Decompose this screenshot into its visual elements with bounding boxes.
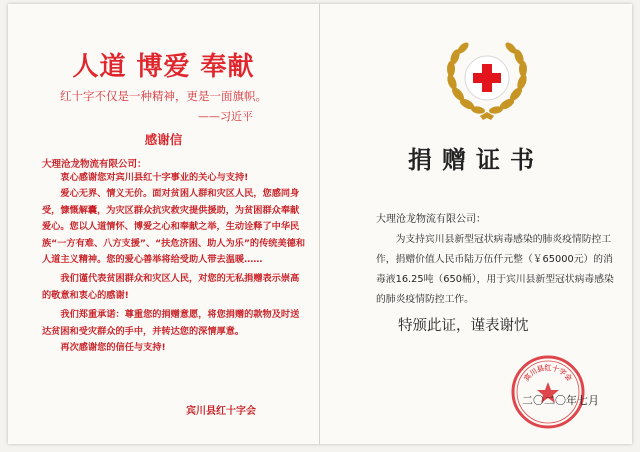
xi-quote: 红十字不仅是一种精神，更是一面旗帜。 (60, 89, 267, 103)
certificate-title: 捐赠证书 (408, 145, 544, 174)
letter-paragraph: 再次感谢您的信任与支持! (60, 342, 166, 354)
certificate-body (376, 230, 616, 310)
letter-paragraph: 我们郑重承诺：尊重您的捐赠意愿，将您捐赠的款物及时送达贫困和受灾群众的手中，并转达您的深情厚意。 (42, 309, 300, 337)
slogan: 人道 博爱 奉献 (72, 52, 255, 82)
certificate-paragraph: 为支持宾川县新型冠状病毒感染的肺炎疫情防控工作，捐赠价值人民币陆万伍仟元整（￥65000元）的消毒液16.25吨（650桶），用于宾川县新型冠状病毒感染的肺炎疫情防控工作。 (376, 234, 614, 305)
quote-author: ——习近平 (198, 110, 253, 123)
letter-paragraph: 爱心无界、情义无价。面对贫困人群和灾区人民，您感同身受，慷慨解囊，为灾区群众抗灾救灾提供援助，为贫困群众奉献爱心。您以人道情怀、博爱之心和奉献之举，生动诠释了中华民族“一方有难、八方支援”、“扶危济困、助人为乐”的传统美德和人道主义精神。您的爱心善举将给受助人带去温暖…… (42, 188, 306, 266)
certificate-recipient: 大理沧龙物流有限公司： (376, 214, 486, 225)
certificate-closing: 特颁此证，谨表谢忱 (398, 318, 529, 334)
letter-paragraph: 我们谨代表贫困群众和灾区人民，对您的无私捐赠表示崇高的敬意和衷心的感谢! (42, 273, 300, 301)
letter-body (42, 170, 308, 356)
letter-signature: 宾川县红十字会 (186, 406, 256, 417)
red-cross-wreath-icon (436, 40, 538, 126)
letter-recipient: 大理沧龙物流有限公司： (42, 159, 147, 170)
donation-certificate-page (320, 4, 632, 444)
letter-paragraph: 衷心感谢您对宾川县红十字事业的关心与支持! (60, 172, 249, 183)
letter-title: 感谢信 (144, 132, 183, 147)
certificate-sheet (8, 4, 632, 444)
thank-you-letter-page (8, 4, 320, 444)
certificate-date: 二〇二〇年七月 (522, 394, 599, 407)
svg-text:宾川县红十字会: 宾川县红十字会 (522, 364, 574, 383)
